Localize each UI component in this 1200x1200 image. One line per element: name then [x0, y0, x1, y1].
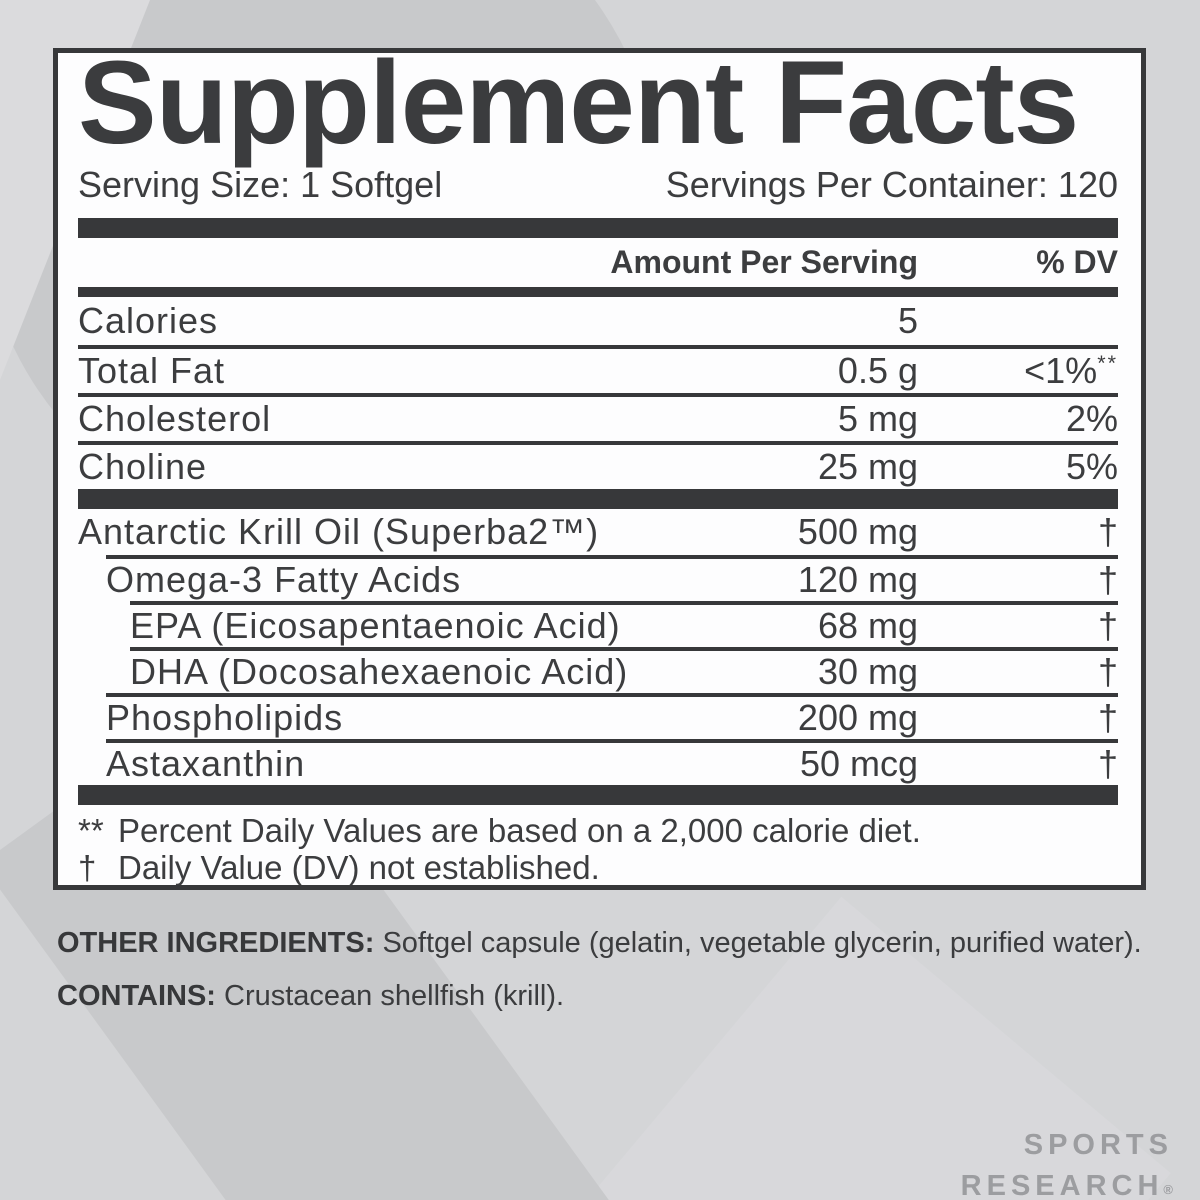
- row-amount: 50 mcg: [799, 743, 918, 784]
- serving-size: Serving Size: 1 Softgel: [78, 164, 443, 205]
- row-name: Omega-3 Fatty Acids: [106, 559, 462, 600]
- row-dv: †: [1097, 743, 1118, 784]
- row-dv: †: [1097, 559, 1118, 600]
- separator-thick: [78, 489, 1118, 509]
- footnote-dv-not-established: [78, 849, 1118, 886]
- contains-label: CONTAINS:: [57, 980, 216, 1012]
- other-ingredients-label: OTHER INGREDIENTS:: [57, 927, 375, 959]
- row-amount: 120 mg: [797, 559, 918, 600]
- contains-line: [57, 979, 1157, 1013]
- row-name: EPA (Eicosapentaenoic Acid): [130, 605, 621, 646]
- row-dv: †: [1097, 605, 1118, 646]
- footnote-dv-basis: [78, 812, 1118, 849]
- row-amount: 68 mg: [817, 605, 918, 646]
- row-amount: 25 mg: [817, 446, 918, 487]
- row-amount: 500 mg: [797, 511, 918, 552]
- row-name: Total Fat: [78, 350, 226, 391]
- servings-per-container: Servings Per Container: 120: [665, 164, 1118, 205]
- column-header-row: [78, 238, 1118, 287]
- table-row: [78, 297, 1118, 345]
- separator-thick: [78, 785, 1118, 805]
- row-name: Antarctic Krill Oil (Superba2™): [78, 511, 600, 552]
- column-header-amount: Amount Per Serving: [610, 244, 918, 280]
- separator-medium: [78, 287, 1118, 297]
- other-ingredients-text: Softgel capsule (gelatin, vegetable glycerin, purified water).: [374, 927, 1142, 959]
- contains-text: Crustacean shellfish (krill).: [215, 980, 565, 1012]
- separator-thick: [78, 218, 1118, 238]
- row-dv: †: [1097, 651, 1118, 692]
- table-row: [130, 647, 1118, 693]
- footnote-marker: †: [78, 849, 97, 886]
- footnote-marker: **: [78, 812, 104, 849]
- table-row: [106, 555, 1118, 601]
- footnote-text: Percent Daily Values are based on a 2,000 calorie diet.: [118, 812, 921, 849]
- row-dv: <1%**: [1024, 350, 1118, 391]
- row-name: Phospholipids: [106, 697, 344, 738]
- other-ingredients-line: [57, 926, 1157, 960]
- row-name: Choline: [78, 446, 208, 487]
- row-amount: 0.5 g: [837, 350, 918, 391]
- brand-line1: SPORTS: [1023, 1129, 1173, 1161]
- footnote-text: Daily Value (DV) not established.: [118, 849, 600, 886]
- row-dv: †: [1097, 697, 1118, 738]
- table-row: [78, 345, 1118, 393]
- serving-info-row: [78, 166, 1118, 204]
- row-dv: 2%: [1065, 398, 1118, 439]
- table-row: [78, 509, 1118, 555]
- registered-mark: ®: [1163, 1182, 1173, 1197]
- row-dv: †: [1097, 511, 1118, 552]
- ingredient-rows: [78, 509, 1118, 785]
- row-name: Calories: [78, 300, 219, 341]
- column-header-dv: % DV: [1036, 244, 1118, 280]
- row-amount: 5 mg: [837, 398, 918, 439]
- row-name: Astaxanthin: [106, 743, 306, 784]
- row-amount: 200 mg: [797, 697, 918, 738]
- row-dv: 5%: [1065, 446, 1118, 487]
- supplement-facts-panel: [53, 48, 1146, 890]
- footnotes: [78, 812, 1118, 886]
- row-name: Cholesterol: [78, 398, 272, 439]
- table-row: [78, 393, 1118, 441]
- brand-line2: RESEARCH®: [960, 1170, 1173, 1200]
- table-row: [106, 739, 1118, 785]
- brand-logo: [960, 1125, 1173, 1200]
- nutrient-rows: [78, 297, 1118, 489]
- table-row: [130, 601, 1118, 647]
- row-amount: 5: [897, 300, 918, 341]
- row-amount: 30 mg: [817, 651, 918, 692]
- row-name: DHA (Docosahexaenoic Acid): [130, 651, 629, 692]
- panel-title: Supplement Facts: [78, 48, 1079, 169]
- table-row: [78, 441, 1118, 489]
- table-row: [106, 693, 1118, 739]
